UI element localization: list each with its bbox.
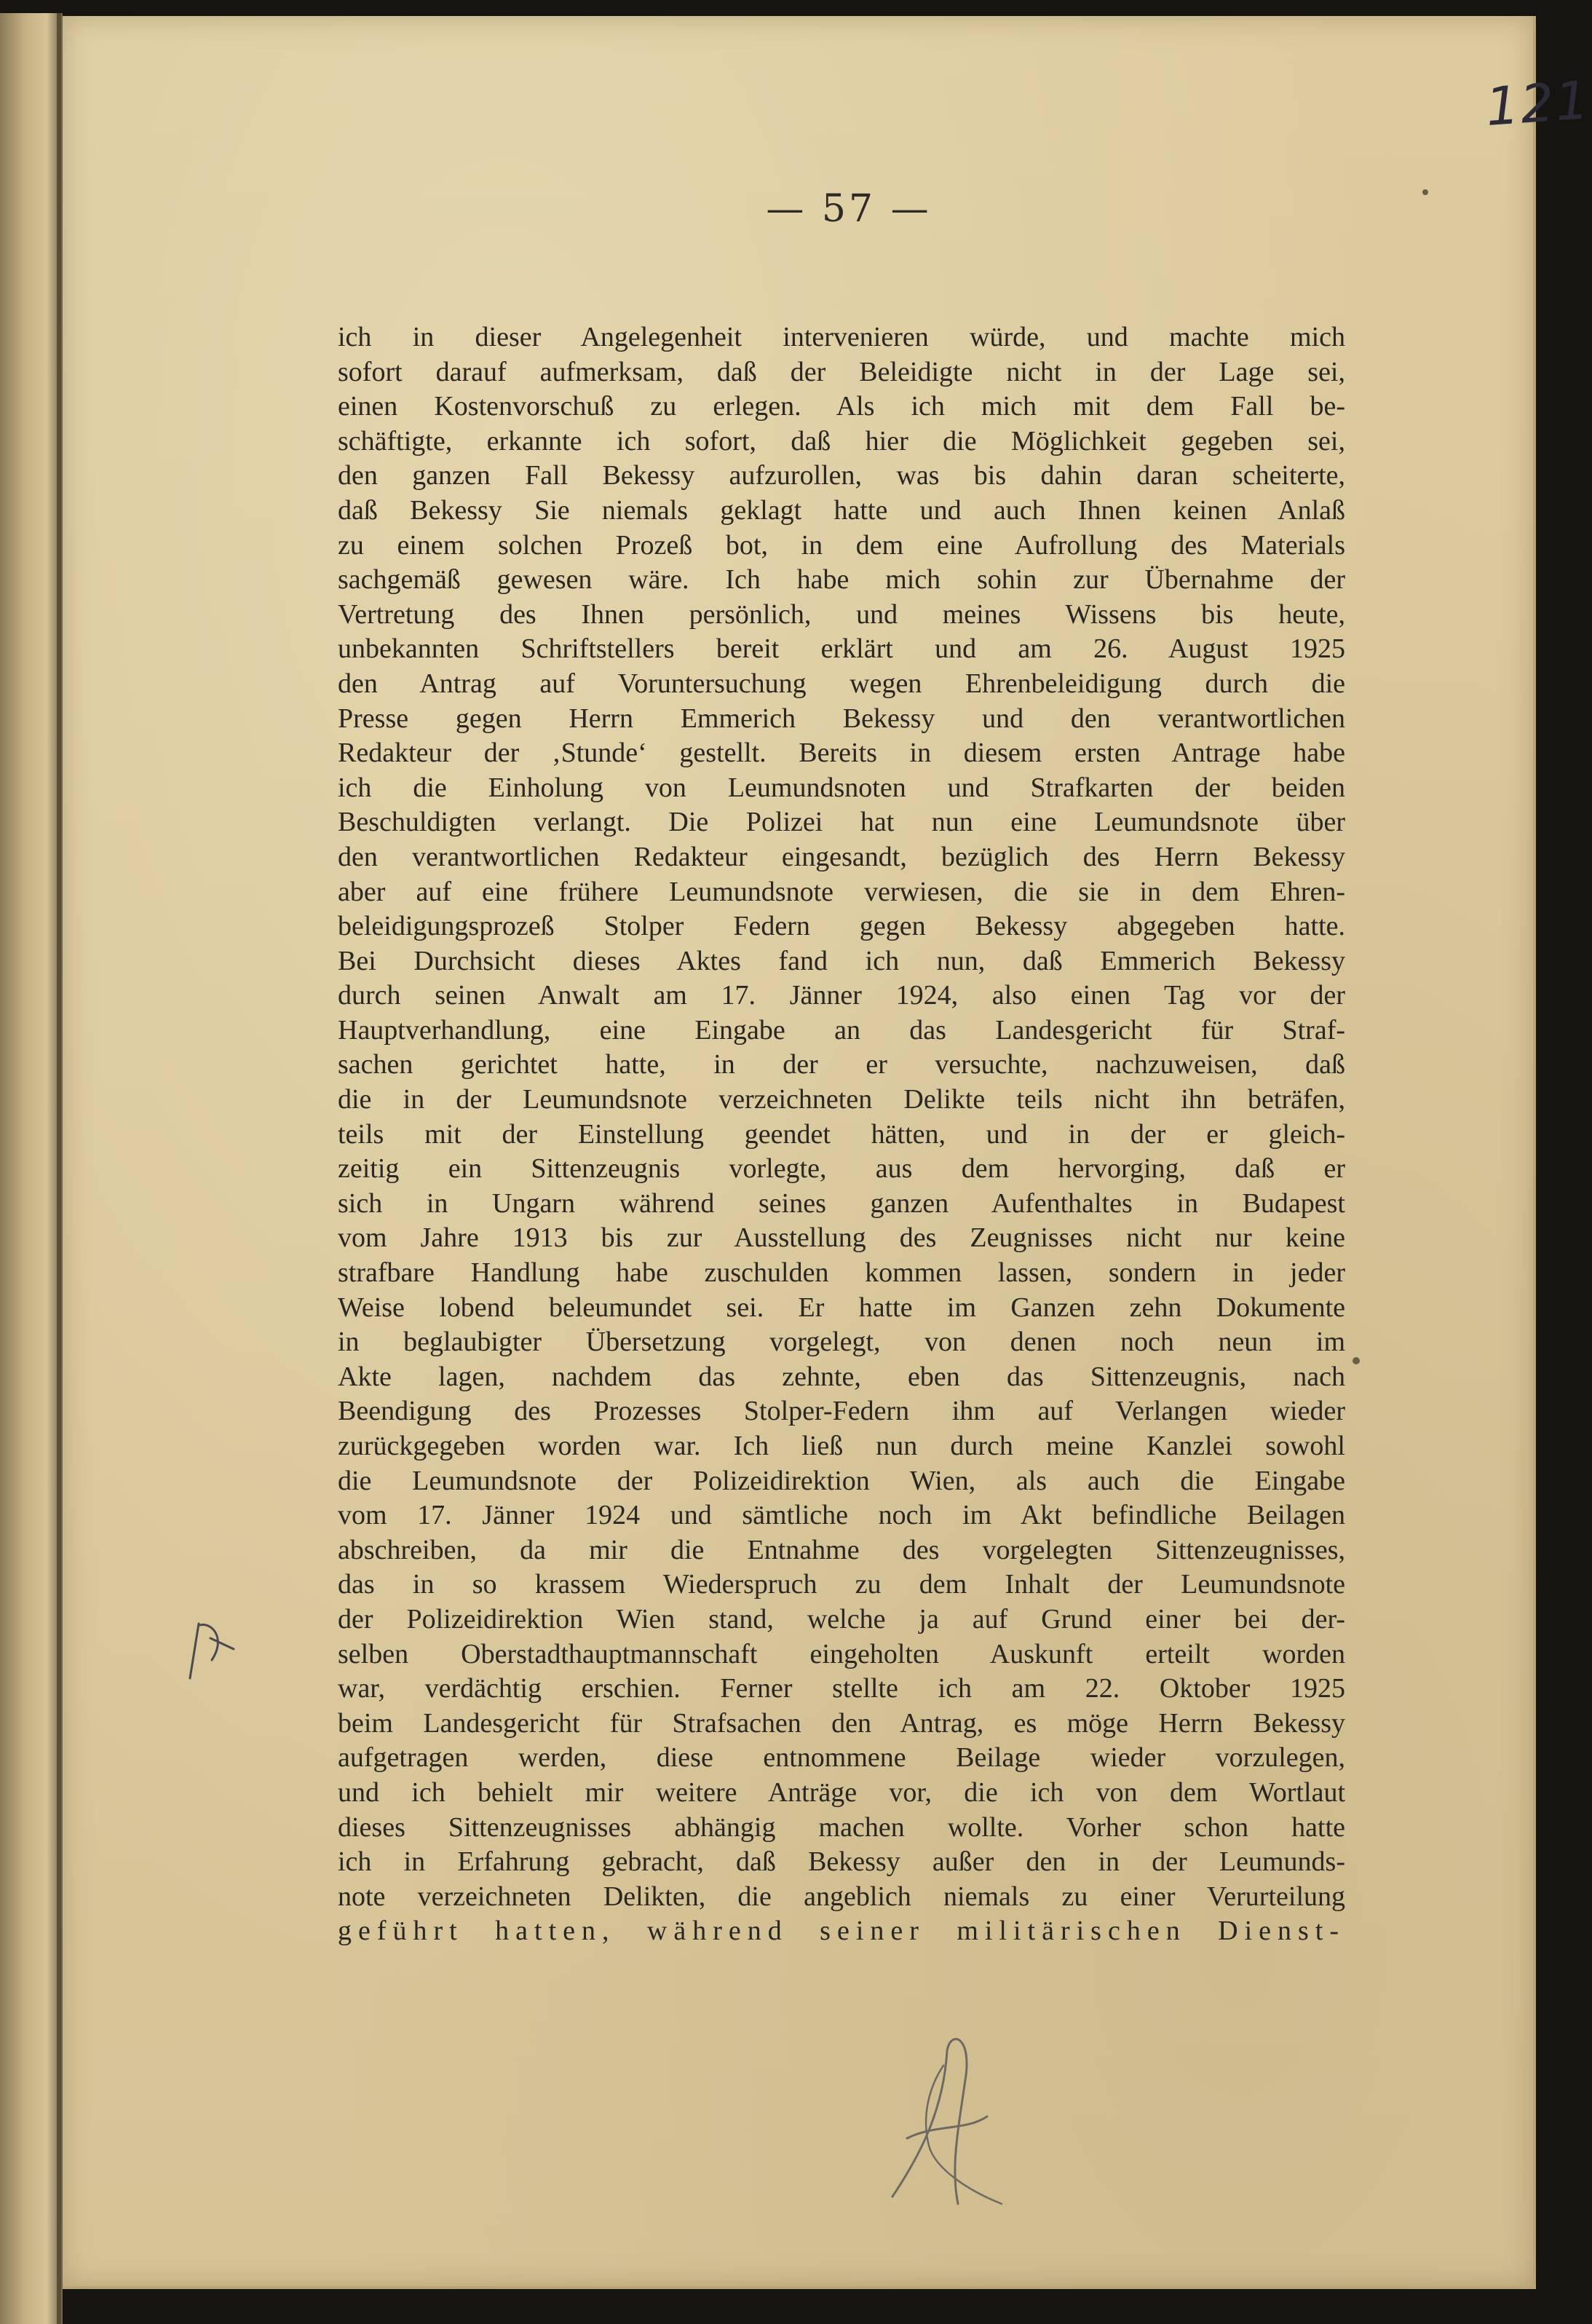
text-line: teils mit der Einstellung geendet hätten, und in der er gleich- [338,1118,1345,1150]
text-line: einen Kostenvorschuß zu erlegen. Als ich mich mit dem Fall be- [338,391,1345,422]
text-line: note verzeichneten Delikten, die angeblich niemals zu einer Verurteilung [338,1881,1345,1912]
text-line: Bei Durchsicht dieses Aktes fand ich nun, daß Emmerich Bekessy [338,945,1345,976]
text-line: Vertretung des Ihnen persönlich, und meines Wissens bis heute, [338,598,1345,630]
text-line: der Polizeidirektion Wien stand, welche ja auf Grund einer bei der- [338,1603,1345,1635]
text-line: beim Landesgericht für Strafsachen den Antrag, es möge Herrn Bekessy [338,1707,1345,1739]
facing-page-edge [0,13,63,2324]
text-line: vom 17. Jänner 1924 und sämtliche noch im Akt befindliche Beilagen [338,1500,1345,1531]
page-number: — 57 — [766,187,932,231]
text-line: schäftigte, erkannte ich sofort, daß hier die Möglichkeit gegeben sei, [338,425,1345,456]
text-line: beleidigungsprozeß Stolper Federn gegen Bekessy abgegeben hatte. [338,911,1345,942]
text-line: zurückgegeben worden war. Ich ließ nun durch meine Kanzlei sowohl [338,1431,1345,1461]
text-line: Beschuldigten verlangt. Die Polizei hat nun eine Leumundsnote über [338,807,1345,838]
text-line: selben Oberstadthauptmannschaft eingeholten Auskunft erteilt worden [338,1638,1345,1669]
text-line: Presse gegen Herrn Emmerich Bekessy und den verantwortlichen [338,703,1345,734]
text-line: aber auf eine frühere Leumundsnote verwiesen, die sie in dem Ehren- [338,876,1345,907]
text-line: zeitig ein Sittenzeugnis vorlegte, aus dem hervorging, daß er [338,1153,1345,1185]
text-line: Redakteur der ‚Stunde‘ gestellt. Bereits in diesem ersten Antrage habe [338,738,1345,769]
text-line: Weise lobend beleumundet sei. Er hatte im Ganzen zehn Dokumente [338,1292,1345,1323]
text-line: aufgetragen werden, diese entnommene Beilage wieder vorzulegen, [338,1742,1345,1774]
text-line: ich in dieser Angelegenheit intervenieren würde, und machte mich [338,322,1345,352]
text-line: sachen gerichtet hatte, in der er versuchte, nachzuweisen, daß [338,1049,1345,1080]
text-line: den Antrag auf Voruntersuchung wegen Ehrenbeleidigung durch die [338,668,1345,699]
text-line: unbekannten Schriftstellers bereit erklärt und am 26. August 1925 [338,633,1345,665]
text-line: vom Jahre 1913 bis zur Ausstellung des Zeugnisses nicht nur keine [338,1222,1345,1254]
text-line: den verantwortlichen Redakteur eingesandt, bezüglich des Herrn Bekessy [338,841,1345,872]
pencil-signature-icon [878,2022,1009,2211]
text-line: daß Bekessy Sie niemals geklagt hatte und auch Ihnen keinen Anlaß [338,494,1345,526]
text-line: ich die Einholung von Leumundsnoten und Strafkarten der beiden [338,772,1345,803]
text-line: ich in Erfahrung gebracht, daß Bekessy außer den in der Leumunds- [338,1846,1345,1878]
text-line: Akte lagen, nachdem das zehnte, eben das Sittenzeugnis, nach [338,1361,1345,1392]
paper-speck [1353,1357,1360,1364]
paper-speck [1422,189,1428,195]
document-page [63,16,1592,2289]
text-line: Beendigung des Prozesses Stolper-Federn ihm auf Verlangen wieder [338,1396,1345,1427]
text-line: sofort darauf aufmerksam, daß der Beleidigte nicht in der Lage sei, [338,356,1345,387]
text-line: und ich behielt mir weitere Anträge vor, die ich von dem Wortlaut [338,1776,1345,1808]
text-line: zu einem solchen Prozeß bot, in dem eine Aufrollung des Materials [338,529,1345,561]
book-spine [57,13,61,2324]
handwritten-folio-number: 121 [1484,69,1592,138]
text-line: das in so krassem Wiederspruch zu dem Inhalt der Leumundsnote [338,1569,1345,1600]
text-line: die Leumundsnote der Polizeidirektion Wien, als auch die Eingabe [338,1465,1345,1496]
text-line: abschreiben, da mir die Entnahme des vorgelegten Sittenzeugnisses, [338,1534,1345,1565]
text-line: Hauptverhandlung, eine Eingabe an das Landesgericht für Straf- [338,1014,1345,1046]
body-text [338,320,1345,1949]
text-line: war, verdächtig erschien. Ferner stellte ich am 22. Oktober 1925 [338,1673,1345,1704]
text-line: in beglaubigter Übersetzung vorgelegt, von denen noch neun im [338,1327,1345,1358]
text-line: dieses Sittenzeugnisses abhängig machen wollte. Vorher schon hatte [338,1811,1345,1843]
text-line: die in der Leumundsnote verzeichneten Delikte teils nicht ihn beträfen, [338,1084,1345,1115]
text-line: geführt hatten, während seiner militärischen Dienst- [338,1916,1345,1947]
text-line: sich in Ungarn während seines ganzen Aufenthaltes in Budapest [338,1187,1345,1219]
text-line: sachgemäß gewesen wäre. Ich habe mich sohin zur Übernahme der [338,564,1345,596]
text-line: strafbare Handlung habe zuschulden kommen lassen, sondern in jeder [338,1257,1345,1289]
text-line: den ganzen Fall Bekessy aufzurollen, was bis dahin daran scheiterte, [338,460,1345,491]
pencil-margin-mark-icon [183,1609,248,1682]
text-line: durch seinen Anwalt am 17. Jänner 1924, also einen Tag vor der [338,980,1345,1011]
